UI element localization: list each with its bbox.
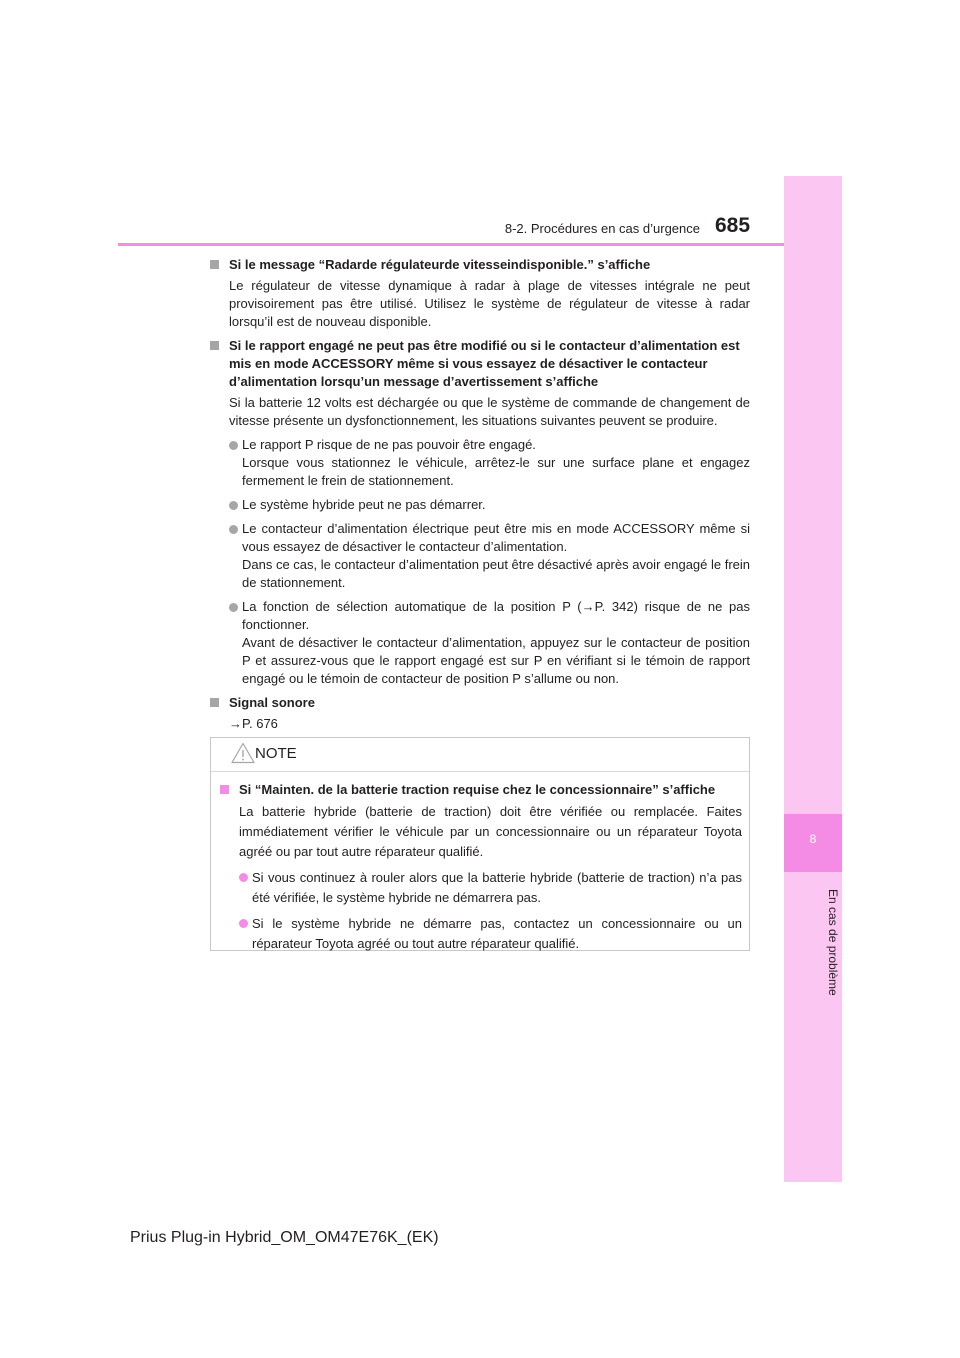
- list-item: Si vous continuez à rouler alors que la batterie hybride (batterie de traction) n’a pas été vérifiée, le système hybride ne démarrera pas.: [220, 868, 742, 908]
- footer-model-code: Prius Plug-in Hybrid_OM_OM47E76K_(EK): [130, 1229, 439, 1246]
- note-box: [210, 737, 750, 951]
- main-content: [210, 256, 750, 739]
- round-bullet-icon: [229, 603, 238, 612]
- list-item: Si le système hybride ne démarre pas, contactez un concessionnaire ou un réparateur Toyota agréé ou tout autre réparateur qualifié.: [220, 914, 742, 954]
- accessory-text: Si la batterie 12 volts est déchargée ou que le système de commande de changement de vitesse présente un dysfonctionnement, les situations suivantes peuvent se produire.: [229, 395, 750, 428]
- side-band: [784, 176, 842, 1182]
- chapter-label: En cas de problème: [826, 888, 840, 996]
- note-header: [211, 738, 749, 772]
- list-item: La fonction de sélection automatique de la position P (→P. 342) risque de ne pas fonctionner. Avant de désactiver le contacteur d’alimentation, appuyez sur le contacteur de position P et assurez-vous que le rapport engagé est sur P en vérifiant si le témoin de rapport engagé ou le témoin de contacteur de position P s’allume ou non.: [210, 598, 750, 688]
- section-title: 8-2. Procédures en cas d’urgence: [504, 221, 700, 236]
- note-heading: Si “Mainten. de la batterie traction requise chez le concessionnaire” s’affiche: [220, 781, 742, 799]
- round-bullet-icon: [239, 873, 248, 882]
- round-bullet-icon: [229, 441, 238, 450]
- list-item: Le système hybride peut ne pas démarrer.: [210, 496, 750, 514]
- accessory-heading: Si le rapport engagé ne peut pas être modifié ou si le contacteur d’alimentation est mis en mode ACCESSORY même si vous essayez de désactiver le contacteur d’alimentation lorsqu’un message d’avertissement s’affiche: [210, 337, 750, 391]
- chapter-number: 8: [809, 832, 817, 846]
- round-bullet-icon: [229, 525, 238, 534]
- square-bullet-icon: [210, 341, 219, 350]
- list-item: Le rapport P risque de ne pas pouvoir être engagé. Lorsque vous stationnez le véhicule, arrêtez-le sur une surface plane et engagez fermement le frein de stationnement.: [210, 436, 750, 490]
- square-bullet-icon: [210, 260, 219, 269]
- list-item: Le contacteur d’alimentation électrique peut être mis en mode ACCESSORY même si vous essayez de désactiver le contacteur d’alimentation. Dans ce cas, le contacteur d’alimentation peut être désactivé après avoir engagé le frein de stationnement.: [210, 520, 750, 592]
- radar-heading: Si le message “Radarde régulateurde vitesseindisponible.” s’affiche: [210, 256, 750, 274]
- radar-text: Le régulateur de vitesse dynamique à radar à plage de vitesses intégrale ne peut provisoirement pas être utilisé. Utilisez le système de régulateur de vitesse à radar lorsqu’il est de nouveau disponible.: [229, 278, 750, 329]
- square-bullet-icon: [220, 785, 229, 794]
- note-title: NOTE: [255, 745, 297, 762]
- round-bullet-icon: [229, 501, 238, 510]
- page-number: 685: [715, 214, 751, 237]
- signal-page-reference: →P. 676: [229, 716, 278, 731]
- header-rule: [118, 243, 784, 246]
- note-body: [220, 781, 742, 960]
- note-text: La batterie hybride (batterie de traction) doit être vérifiée ou remplacée. Faites immédiatement vérifier le véhicule par un concessionnaire ou un réparateur Toyota agréé ou par tout autre réparateur qualifié.: [239, 804, 742, 859]
- signal-heading: Signal sonore: [210, 694, 750, 712]
- warning-triangle-icon: [231, 742, 255, 764]
- square-bullet-icon: [210, 698, 219, 707]
- round-bullet-icon: [239, 919, 248, 928]
